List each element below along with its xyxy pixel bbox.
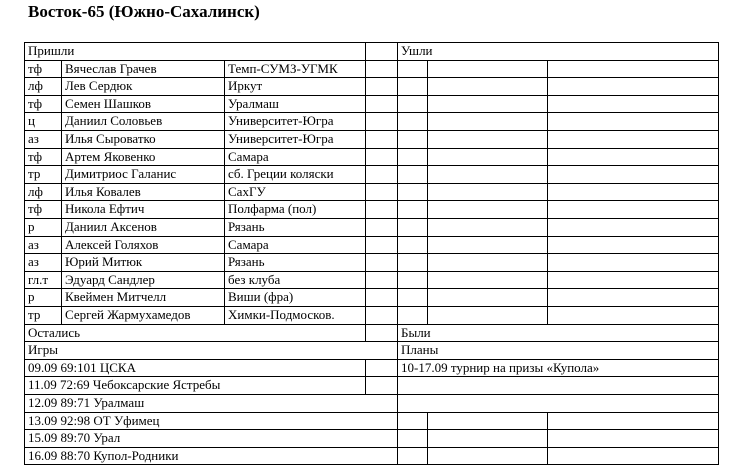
player-club: без клуба [228,272,281,287]
player-club: Полфарма (пол) [228,201,317,216]
player-name: Алексей Голяхов [65,237,159,252]
player-club: Уралмаш [228,96,279,111]
player-name: Вячеслав Грачев [65,61,157,76]
game-result: 16.09 88:70 Купол-Родники [28,448,179,463]
arrived-header: Пришли [28,43,75,58]
grid-line [24,464,719,465]
grid-line [547,60,548,325]
player-position: тр [28,166,41,181]
player-club: Виши (фра) [228,289,294,304]
were-header: Были [401,325,431,340]
grid-line [427,412,428,465]
player-name: Семен Шашков [65,96,151,111]
game-result: 15.09 89:70 Урал [28,430,121,445]
player-name: Артем Яковенко [65,149,156,164]
game-result: 13.09 92:98 ОТ Уфимец [28,413,160,428]
grid-line [24,42,25,465]
grid-line [365,42,366,342]
player-position: лф [28,184,43,199]
player-position: аз [28,254,39,269]
player-club: Иркут [228,78,263,93]
game-result: 11.09 72:69 Чебоксарские Ястребы [28,377,221,392]
player-name: Никола Ефтич [65,201,145,216]
player-position: лф [28,78,43,93]
player-name: Илья Ковалев [65,184,141,199]
stayed-header: Остались [28,325,81,340]
departed-header: Ушли [401,43,433,58]
grid-line [547,412,548,465]
player-position: р [28,289,35,304]
player-name: Квеймен Митчелл [65,289,167,304]
game-result: 09.09 69:101 ЦСКА [28,360,136,375]
player-club: Рязань [228,219,265,234]
player-name: Илья Сыроватко [65,131,156,146]
player-club: Темп-СУМЗ-УГМК [228,61,338,76]
player-name: Лев Сердюк [65,78,133,93]
player-club: Самара [228,149,269,164]
grid-line [718,42,719,465]
game-result: 12.09 89:71 Уралмаш [28,395,145,410]
player-position: тр [28,307,41,322]
player-name: Юрий Митюк [65,254,143,269]
grid-line [61,60,62,325]
player-name: Эдуард Сандлер [65,272,155,287]
player-name: Димитриос Галанис [65,166,177,181]
player-position: ц [28,113,35,128]
page-title: Восток-65 (Южно-Сахалинск) [28,2,260,21]
player-club: Университет-Югра [228,131,334,146]
player-position: аз [28,237,39,252]
player-position: тф [28,149,43,164]
plans-header: Планы [401,342,439,357]
grid-line [397,42,398,465]
player-name: Сергей Жармухамедов [65,307,191,322]
player-position: аз [28,131,39,146]
plan-item: 10-17.09 турнир на призы «Купола» [401,360,600,375]
player-club: сб. Греции коляски [228,166,334,181]
grid-line [427,60,428,325]
player-club: СахГУ [228,184,266,199]
player-position: тф [28,61,43,76]
player-position: тф [28,96,43,111]
player-club: Химки-Подмосков. [228,307,335,322]
player-club: Университет-Югра [228,113,334,128]
player-name: Даниил Соловьев [65,113,163,128]
player-position: тф [28,201,43,216]
player-club: Рязань [228,254,265,269]
games-header: Игры [28,342,58,357]
player-club: Самара [228,237,269,252]
player-name: Даниил Аксенов [65,219,157,234]
grid-line [224,60,225,325]
player-position: гл.т [28,272,49,287]
player-position: р [28,219,35,234]
